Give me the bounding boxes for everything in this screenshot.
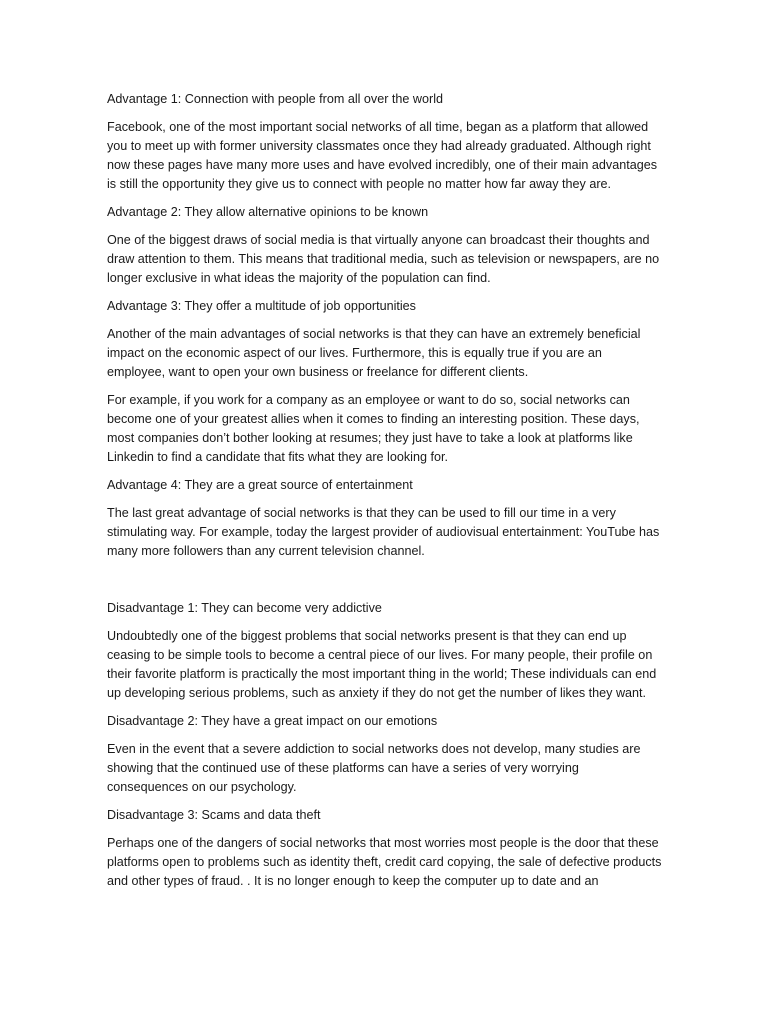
section-heading: Disadvantage 2: They have a great impact on our emotions bbox=[107, 714, 438, 728]
section-heading: Advantage 4: They are a great source of entertainment bbox=[107, 478, 413, 492]
section-heading: Advantage 1: Connection with people from all over the world bbox=[107, 92, 444, 106]
paragraph: Facebook, one of the most important social networks of all time, began as a platform that allowed you to meet up with former university classmates once they had already graduated. Although right now these pages have many more uses and have evolved incredibly, one of their main advantages is still the opportunity they give us to connect with people no matter how far away they are. bbox=[107, 120, 658, 191]
section-heading: Disadvantage 1: They can become very addictive bbox=[107, 601, 382, 615]
paragraph: For example, if you work for a company as an employee or want to do so, social networks can become one of your greatest allies when it comes to finding an interesting position. These days, most companies don’t bother looking at resumes; they just have to take a look at platforms like Linkedin to find a candidate that fits what they are looking for. bbox=[107, 393, 640, 464]
paragraph: Even in the event that a severe addiction to social networks does not develop, many studies are showing that the continued use of these platforms can have a series of very worrying consequences on our psychology. bbox=[107, 742, 641, 794]
paragraph: One of the biggest draws of social media is that virtually anyone can broadcast their thoughts and draw attention to them. This means that traditional media, such as television or newspapers, are no longer exclusive in what ideas the majority of the population can find. bbox=[107, 233, 660, 285]
section-heading: Disadvantage 3: Scams and data theft bbox=[107, 808, 321, 822]
section-gap bbox=[107, 570, 663, 599]
paragraph: Undoubtedly one of the biggest problems that social networks present is that they can end up ceasing to be simple tools to become a central piece of our lives. For many people, their profile on their favorite platform is practically the most important thing in the world; These individuals can end up developing serious problems, such as anxiety if they do not get the number of likes they want. bbox=[107, 629, 657, 700]
paragraph: Perhaps one of the dangers of social networks that most worries most people is the door that these platforms open to problems such as identity theft, credit card copying, the sale of defective products and other types of fraud. . It is no longer enough to keep the computer up to date and an bbox=[107, 836, 662, 888]
section-heading: Advantage 2: They allow alternative opinions to be known bbox=[107, 205, 429, 219]
paragraph: Another of the main advantages of social networks is that they can have an extremely beneficial impact on the economic aspect of our lives. Furthermore, this is equally true if you are an employee, want to open your own business or freelance for different clients. bbox=[107, 327, 641, 379]
document-body bbox=[107, 90, 663, 900]
paragraph: The last great advantage of social networks is that they can be used to fill our time in a very stimulating way. For example, today the largest provider of audiovisual entertainment: YouTube has many more followers than any current television channel. bbox=[107, 506, 660, 558]
section-heading: Advantage 3: They offer a multitude of job opportunities bbox=[107, 299, 416, 313]
